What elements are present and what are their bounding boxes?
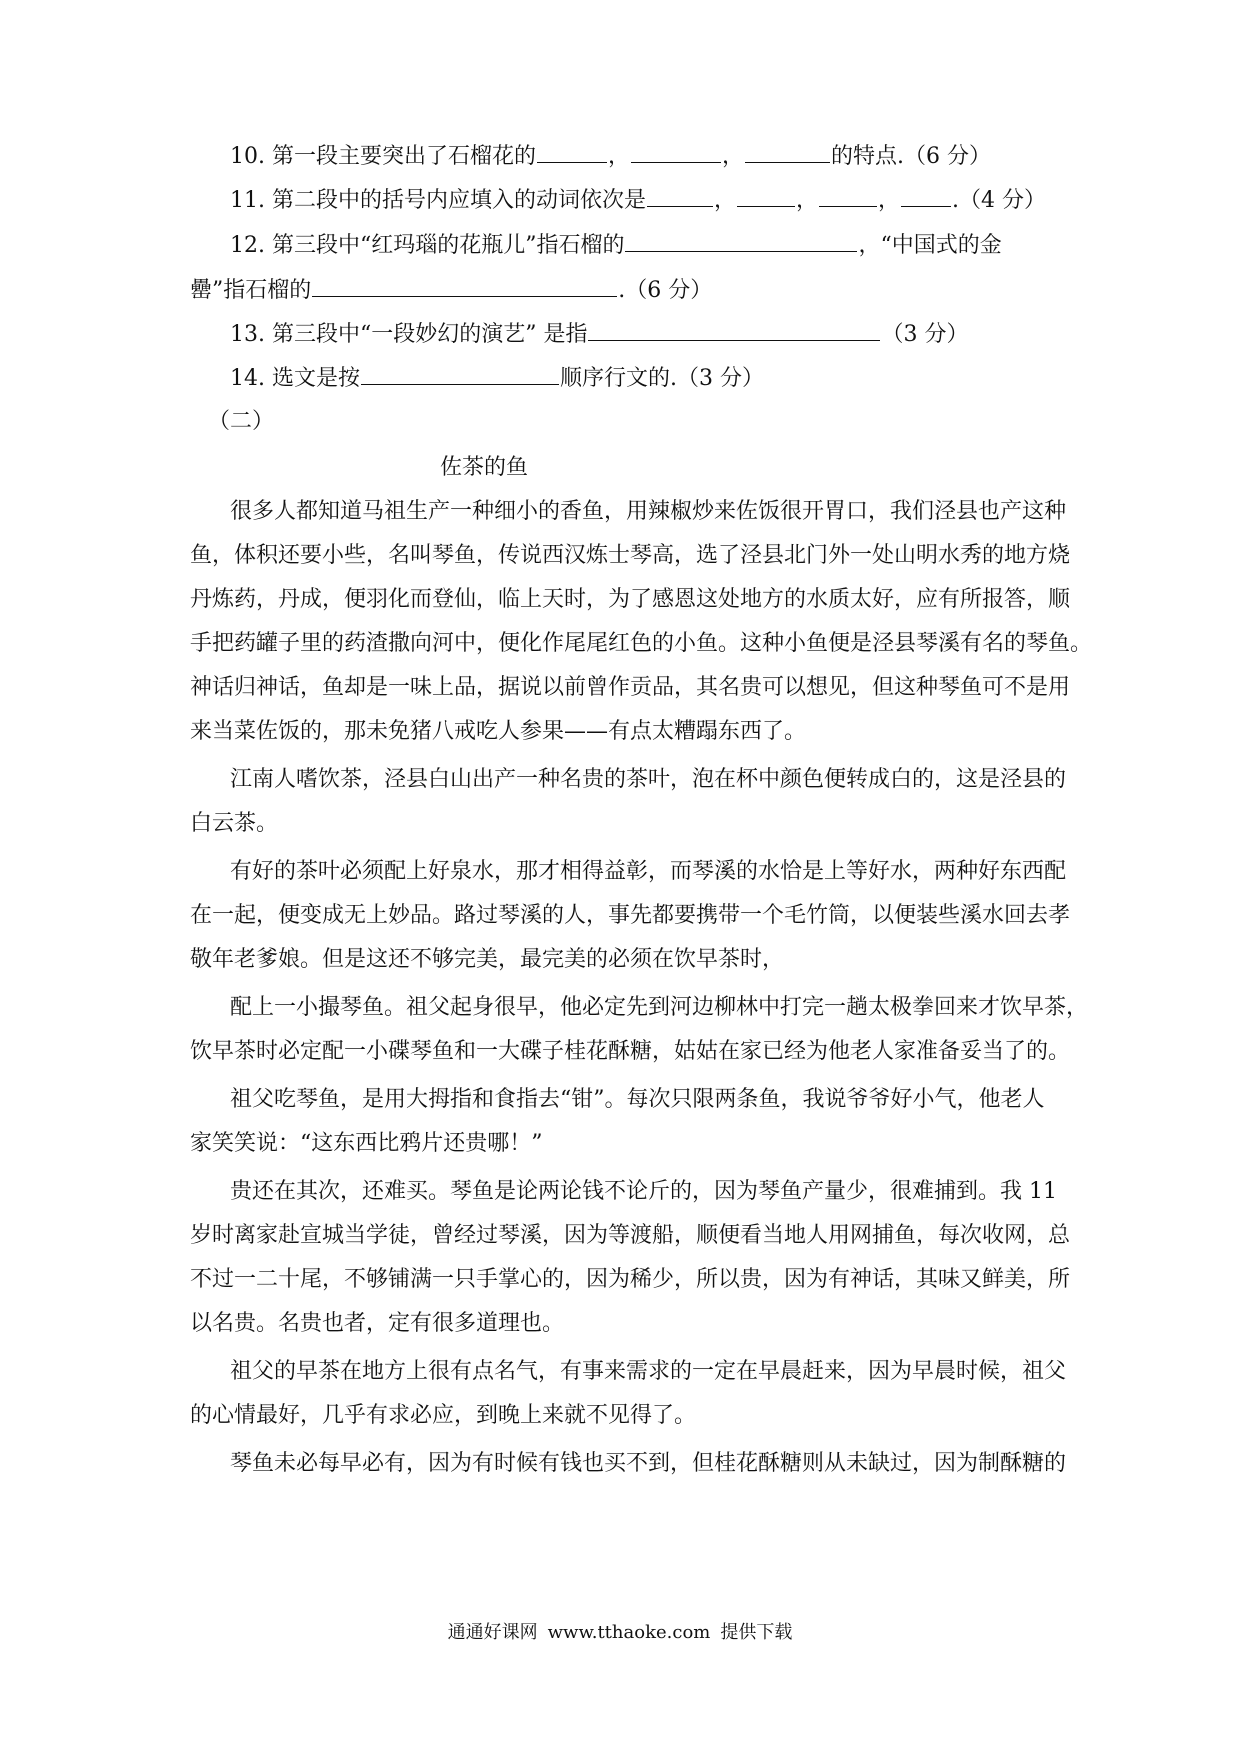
question-13-score: （3 分） bbox=[881, 322, 969, 347]
answer-blank[interactable] bbox=[647, 184, 713, 207]
question-14 bbox=[230, 362, 1100, 395]
body-line: 祖父吃琴鱼，是用大拇指和食指去“钳”。每次只限两条鱼，我说爷爷好小气，他老人 bbox=[230, 1087, 1045, 1112]
question-13 bbox=[230, 318, 1100, 351]
body-line: 鱼，体积还要小些，名叫琴鱼，传说西汉炼士琴高，选了泾县北门外一处山明水秀的地方烧 bbox=[190, 543, 1071, 568]
answer-blank[interactable] bbox=[737, 184, 795, 207]
footer-site: 通通好课网 bbox=[447, 1622, 538, 1643]
body-line: 祖父的早茶在地方上很有点名气，有事来需求的一定在早晨赶来，因为早晨时候，祖父 bbox=[230, 1359, 1067, 1384]
body-line: 家笑笑说：“这东西比鸦片还贵哪！” bbox=[190, 1131, 543, 1156]
answer-blank[interactable] bbox=[819, 184, 877, 207]
body-line: 来当菜佐饭的，那未免猪八戒吃人参果——有点太糟蹋东西了。 bbox=[190, 719, 807, 744]
body-line: 贵还在其次，还难买。琴鱼是论两论钱不论斤的，因为琴鱼产量少，很难捕到。我 11 bbox=[230, 1179, 1057, 1204]
body-line: 在一起，便变成无上妙品。路过琴溪的人，事先都要携带一个毛竹筒，以便装些溪水回去孝 bbox=[190, 903, 1071, 928]
answer-blank[interactable] bbox=[631, 140, 721, 163]
question-12-score: .（6 分） bbox=[618, 278, 713, 303]
answer-blank[interactable] bbox=[537, 140, 607, 163]
page-footer bbox=[0, 1620, 1240, 1646]
question-11-score: .（4 分） bbox=[952, 188, 1047, 213]
footer-note: 提供下载 bbox=[720, 1622, 793, 1643]
question-11: 11. 第二段中的括号内应填入的动词依次是 ， ， ， .（4 分） bbox=[230, 184, 1100, 217]
question-13-text: 13. 第三段中“一段妙幻的演艺” 是指 bbox=[230, 322, 588, 347]
body-line: 的心情最好，几乎有求必应，到晚上来就不见得了。 bbox=[190, 1403, 697, 1428]
answer-blank[interactable] bbox=[361, 362, 559, 385]
answer-blank[interactable] bbox=[312, 274, 617, 297]
footer-url[interactable]: www.tthaoke.com bbox=[547, 1622, 711, 1643]
body-line: 丹炼药，丹成，便羽化而登仙，临上天时，为了感恩这处地方的水质太好，应有所报答，顺 bbox=[190, 587, 1071, 612]
body-line: 白云茶。 bbox=[190, 811, 279, 836]
body-line: 很多人都知道马祖生产一种细小的香鱼，用辣椒炒来佐饭很开胃口，我们泾县也产这种 bbox=[230, 499, 1067, 524]
answer-blank[interactable] bbox=[588, 318, 880, 341]
question-12-text: 12. 第三段中“红玛瑙的花瓶儿”指石榴的 bbox=[230, 233, 625, 258]
question-10-text: 10. 第一段主要突出了石榴花的 bbox=[230, 144, 536, 169]
question-11-text: 11. 第二段中的括号内应填入的动词依次是 bbox=[230, 188, 646, 213]
article-title: 佐茶的鱼 bbox=[440, 455, 529, 480]
question-14-text: 14. 选文是按 bbox=[230, 366, 360, 391]
body-line: 江南人嗜饮茶，泾县白山出产一种名贵的茶叶，泡在杯中颜色便转成白的，这是泾县的 bbox=[230, 767, 1067, 792]
body-line: 配上一小撮琴鱼。祖父起身很早，他必定先到河边柳林中打完一趟太极拳回来才饮早茶， bbox=[230, 995, 1089, 1020]
body-line: 岁时离家赴宣城当学徒，曾经过琴溪，因为等渡船，顺便看当地人用网捕鱼，每次收网，总 bbox=[190, 1223, 1071, 1248]
question-12: 12. 第三段中“红玛瑙的花瓶儿”指石榴的 ，“中国式的金 bbox=[230, 229, 1100, 262]
body-line: 以名贵。名贵也者，定有很多道理也。 bbox=[190, 1311, 565, 1336]
body-line: 敬年老爹娘。但是这还不够完美，最完美的必须在饮早茶时， bbox=[190, 947, 785, 972]
body-line: 饮早茶时必定配一小碟琴鱼和一大碟子桂花酥糖，姑姑在家已经为他老人家准备妥当了的。 bbox=[190, 1039, 1071, 1064]
question-14-score: 顺序行文的.（3 分） bbox=[559, 366, 764, 391]
body-line: 不过一二十尾，不够铺满一只手掌心的，因为稀少，所以贵，因为有神话，其味又鲜美，所 bbox=[190, 1267, 1071, 1292]
body-line: 手把药罐子里的药渣撒向河中，便化作尾尾红色的小鱼。这种小鱼便是泾县琴溪有名的琴鱼。 bbox=[190, 631, 1093, 656]
question-10-score: 的特点.（6 分） bbox=[831, 144, 991, 169]
answer-blank[interactable] bbox=[625, 229, 857, 252]
answer-blank[interactable] bbox=[901, 184, 951, 207]
body-line: 琴鱼未必每早必有，因为有时候有钱也买不到，但桂花酥糖则从未缺过，因为制酥糖的 bbox=[230, 1451, 1067, 1476]
answer-blank[interactable] bbox=[745, 140, 830, 163]
body-line: 有好的茶叶必须配上好泉水，那才相得益彰，而琴溪的水恰是上等好水，两种好东西配 bbox=[230, 859, 1067, 884]
question-12-continued: 罍”指石榴的 .（6 分） bbox=[190, 274, 1060, 307]
body-line: 神话归神话，鱼却是一味上品，据说以前曾作贡品，其名贵可以想见，但这种琴鱼可不是用 bbox=[190, 675, 1071, 700]
section-label: （二） bbox=[208, 409, 275, 434]
question-10: 10. 第一段主要突出了石榴花的 ， ， 的特点.（6 分） bbox=[230, 140, 1100, 173]
